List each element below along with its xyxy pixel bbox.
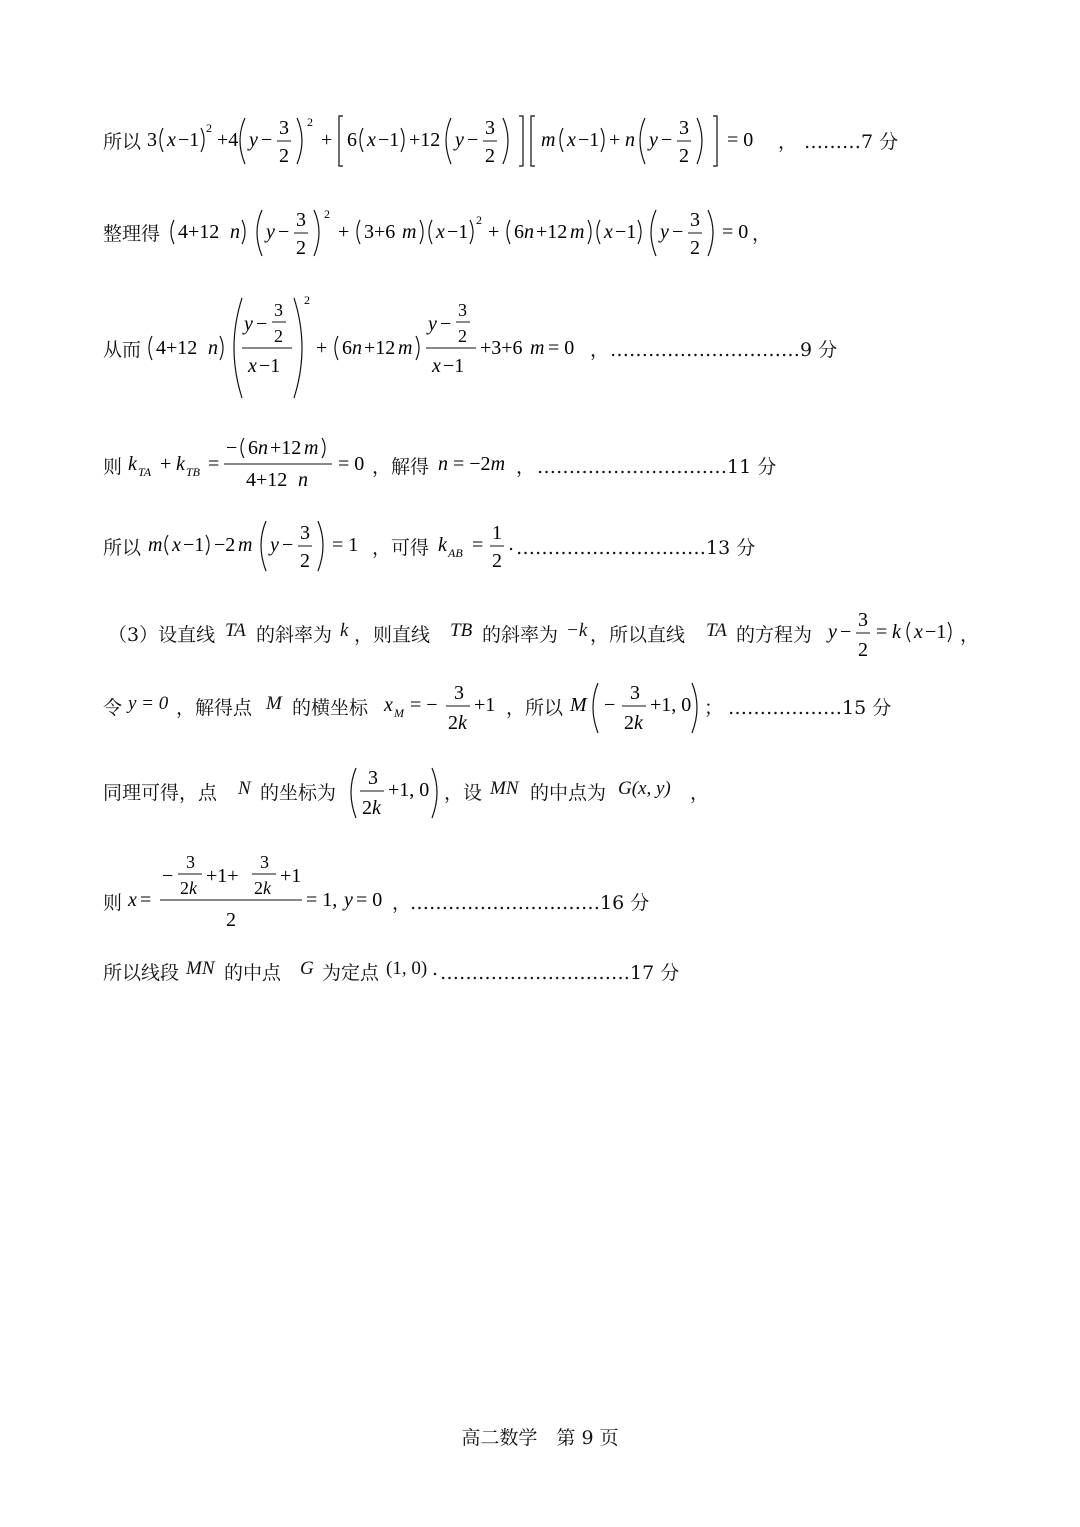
svg-text:= 1,: = 1, [306,889,338,911]
svg-text:m: m [148,534,163,556]
svg-text:+1+: +1+ [206,865,239,887]
line-7-y0: y = 0 [128,693,169,714]
svg-text:m: m [541,129,556,151]
svg-text:3: 3 [679,117,689,139]
line-7-score: ………………15 分 [728,697,892,719]
svg-text:x: x [248,355,257,377]
svg-text:TB: TB [186,465,201,479]
svg-text:−: − [278,221,290,243]
svg-text:= 1: = 1 [332,534,359,556]
line-9 [0,846,1080,936]
svg-text:n: n [208,337,218,359]
svg-text:−1: −1 [925,621,947,643]
svg-text:−: − [282,534,294,556]
line-8-N: N [238,778,251,799]
svg-text:x: x [172,534,181,556]
line-8-t5: 的中点为 [530,782,607,804]
line-5 [0,513,1080,577]
svg-text:x: x [367,129,376,151]
line-4-mid: ，解得 [372,456,430,478]
svg-text:−1: −1 [259,355,281,377]
svg-text:2k: 2k [254,878,271,898]
line-6-t8: ，所以直线 [590,624,686,646]
svg-text:2: 2 [492,550,502,572]
line-8-suffix: ， [690,782,710,804]
svg-text:6: 6 [514,221,524,243]
svg-text:n: n [352,337,362,359]
svg-text:3: 3 [186,852,195,872]
svg-text:2k: 2k [180,878,197,898]
svg-text:+1: +1 [280,865,302,887]
svg-text:M: M [570,694,587,716]
svg-text:−: − [467,129,479,151]
svg-text:= 0: = 0 [356,889,383,911]
svg-text:m: m [570,221,585,243]
svg-text:3: 3 [858,609,868,631]
svg-text:−: − [672,221,684,243]
svg-text:1: 1 [492,522,502,544]
line-6-TA2: TA [706,620,727,641]
equation-8 [346,760,456,824]
line-1-prefix: 所以 [103,131,142,153]
svg-text:+12: +12 [409,129,441,151]
svg-text:+: + [609,129,621,151]
svg-text:4+12: 4+12 [156,337,198,359]
svg-text:= 0: = 0 [722,221,749,243]
svg-text:=: = [876,621,888,643]
svg-text:= −: = − [410,694,438,716]
svg-text:y: y [649,129,658,151]
line-6-suffix: ， [960,624,980,646]
equation-7b [568,675,718,739]
line-2-suffix: ， [752,223,772,245]
equation-7a [382,675,512,739]
svg-text:m: m [402,221,417,243]
svg-text:y: y [266,221,275,243]
svg-text:3: 3 [485,117,495,139]
line-10-t4: 为定点 [322,962,380,984]
svg-text:= 0: = 0 [338,453,365,475]
line-6-prefix: （3）设直线 [108,624,216,646]
svg-text:2: 2 [304,293,310,307]
svg-text:3: 3 [368,767,378,789]
svg-text:3: 3 [147,129,157,151]
line-10 [0,950,1080,990]
line-4 [0,428,1080,498]
line-10-suffix: . [432,958,439,980]
svg-text:3: 3 [296,209,306,231]
svg-text:6: 6 [342,337,352,359]
svg-text:−: − [840,621,852,643]
svg-text:y: y [660,221,669,243]
svg-text:3: 3 [630,682,640,704]
svg-text:= 0: = 0 [727,129,754,151]
svg-text:2: 2 [206,121,212,135]
svg-text:k: k [176,453,185,475]
line-7-prefix: 令 [103,697,123,719]
svg-text:= 0: = 0 [548,337,575,359]
svg-text:y: y [344,889,353,911]
svg-text:2k: 2k [362,797,381,819]
line-3-prefix: 从而 [103,339,142,361]
svg-text:x: x [167,129,176,151]
svg-text:2: 2 [226,909,236,931]
line-5-suffix: . [508,533,515,555]
line-5-score: …………………………13 分 [516,537,756,559]
equation-6 [826,604,976,668]
line-1-suffix: ， [778,131,798,153]
equation-5a [146,513,386,577]
svg-text:6: 6 [347,129,357,151]
line-1-score: ………7 分 [804,131,899,153]
svg-text:−: − [440,313,452,335]
svg-text:2: 2 [458,326,467,346]
svg-text:3: 3 [279,117,289,139]
line-5-mid: ，可得 [372,537,430,559]
line-3-suffix: ， [590,339,610,361]
svg-text:4+12: 4+12 [178,221,220,243]
svg-text:3: 3 [458,300,467,320]
svg-text:k: k [438,534,447,556]
equation-9 [126,846,426,936]
line-6-TB: TB [450,620,473,641]
svg-text:2: 2 [300,550,310,572]
svg-text:2: 2 [679,145,689,167]
svg-text:+1: +1 [474,694,496,716]
svg-text:+: + [338,221,350,243]
line-1 [0,110,1080,170]
svg-text:y: y [244,313,253,335]
line-10-point: (1, 0) [386,958,428,979]
svg-text:TA: TA [138,465,152,479]
equation-4a [126,428,386,498]
svg-text:2: 2 [324,207,330,221]
svg-text:−: − [661,129,673,151]
line-3 [0,290,1080,405]
page-footer: 高二数学 第 9 页 [461,1427,619,1449]
svg-text:y: y [270,534,279,556]
svg-text:x: x [436,221,445,243]
svg-text:−: − [604,694,616,716]
svg-text:m: m [530,337,545,359]
line-2 [0,202,1080,262]
svg-text:2: 2 [296,237,306,259]
svg-text:+: + [321,129,333,151]
svg-text:y: y [249,129,258,151]
line-7-t5: ，所以 [506,697,564,719]
svg-text:+12: +12 [536,221,568,243]
line-8-t2: 的坐标为 [260,782,337,804]
equation-2 [166,202,826,262]
svg-text:2: 2 [279,145,289,167]
svg-text:−1: −1 [183,534,205,556]
svg-text:−: − [162,865,174,887]
svg-text:4+12: 4+12 [246,469,288,491]
line-10-score: …………………………17 分 [440,962,680,984]
line-9-suffix: ， [392,892,412,914]
svg-text:2: 2 [274,326,283,346]
line-3-score: …………………………9 分 [610,339,838,361]
svg-text:6: 6 [248,437,258,459]
svg-text:2: 2 [485,145,495,167]
line-6-negk: −k [566,620,588,641]
line-8-t3: ，设 [444,782,483,804]
svg-text:=: = [208,453,220,475]
line-6-k: k [340,620,349,641]
svg-text:n: n [524,221,534,243]
svg-text:3: 3 [300,522,310,544]
svg-text:y: y [455,129,464,151]
svg-text:y: y [828,621,837,643]
line-9-prefix: 则 [103,892,123,914]
svg-text:+1, 0: +1, 0 [388,779,430,801]
svg-text:m: m [238,534,253,556]
svg-text:x: x [128,889,137,911]
line-6-t10: 的方程为 [736,624,813,646]
svg-text:+1, 0: +1, 0 [650,694,692,716]
line-7 [0,675,1080,739]
equation-1 [143,110,843,170]
line-7-t4: 的横坐标 [292,697,369,719]
svg-text:n: n [230,221,240,243]
line-8-prefix: 同理可得，点 [103,782,218,804]
line-6-t6: 的斜率为 [482,624,559,646]
svg-text:3: 3 [454,682,464,704]
svg-text:−1: −1 [178,129,200,151]
svg-text:3+6: 3+6 [364,221,396,243]
svg-text:−1: −1 [615,221,637,243]
equation-5b [436,513,516,577]
svg-text:n: n [625,129,635,151]
svg-text:n = −2m: n = −2m [438,453,506,475]
svg-text:−: − [226,437,238,459]
line-6 [0,604,1080,668]
line-2-prefix: 整理得 [103,223,161,245]
svg-text:2: 2 [858,639,868,661]
svg-text:x: x [432,355,441,377]
svg-text:+3+6: +3+6 [480,337,523,359]
svg-text:+: + [488,221,500,243]
line-4-prefix: 则 [103,456,123,478]
svg-text:x: x [567,129,576,151]
equation-3 [146,290,626,405]
svg-text:2: 2 [307,115,313,129]
line-10-MN: MN [186,958,215,979]
svg-text:2k: 2k [624,712,643,734]
line-5-prefix: 所以 [103,537,142,559]
line-6-TA: TA [225,620,246,641]
svg-text:+: + [316,337,328,359]
svg-text:m: m [304,437,319,459]
line-6-t2: 的斜率为 [256,624,333,646]
line-7-t2: ，解得点 [176,697,253,719]
svg-text:x: x [604,221,613,243]
svg-text:+12: +12 [270,437,302,459]
svg-text:AB: AB [448,546,463,560]
svg-text:3: 3 [274,300,283,320]
svg-text:M: M [394,706,404,720]
svg-text:k: k [892,621,901,643]
svg-text:=: = [140,889,152,911]
svg-text:3: 3 [690,209,700,231]
svg-text:x: x [384,694,393,716]
svg-text:n: n [258,437,268,459]
line-8 [0,760,1080,824]
line-10-t2: 的中点 [224,962,282,984]
svg-text:−: − [261,129,273,151]
svg-text:−1: −1 [578,129,600,151]
svg-text:2: 2 [476,213,482,227]
svg-text:y: y [428,313,437,335]
svg-text:x: x [914,621,923,643]
svg-text:−2: −2 [214,534,236,556]
line-7-M: M [266,693,282,714]
svg-text:k: k [128,453,137,475]
line-7-suffix: ； [704,697,724,719]
svg-text:−1: −1 [378,129,400,151]
svg-text:−1: −1 [447,221,469,243]
line-10-prefix: 所以线段 [103,962,180,984]
svg-text:=: = [472,534,484,556]
line-8-G: G(x, y) [618,778,671,799]
line-4-suffix: ， [516,456,536,478]
svg-text:−: − [256,313,268,335]
svg-text:n: n [298,469,308,491]
svg-text:2: 2 [690,237,700,259]
svg-text:2k: 2k [448,712,467,734]
line-10-G: G [300,958,314,979]
line-8-MN: MN [490,778,519,799]
line-6-t4: ，则直线 [354,624,431,646]
svg-text:+12: +12 [364,337,396,359]
line-4-score: …………………………11 分 [537,456,777,478]
svg-text:−1: −1 [443,355,465,377]
svg-text:+: + [160,453,172,475]
svg-text:+4: +4 [217,129,239,151]
line-9-score: …………………………16 分 [410,892,650,914]
svg-text:3: 3 [260,852,269,872]
svg-text:m: m [398,337,413,359]
